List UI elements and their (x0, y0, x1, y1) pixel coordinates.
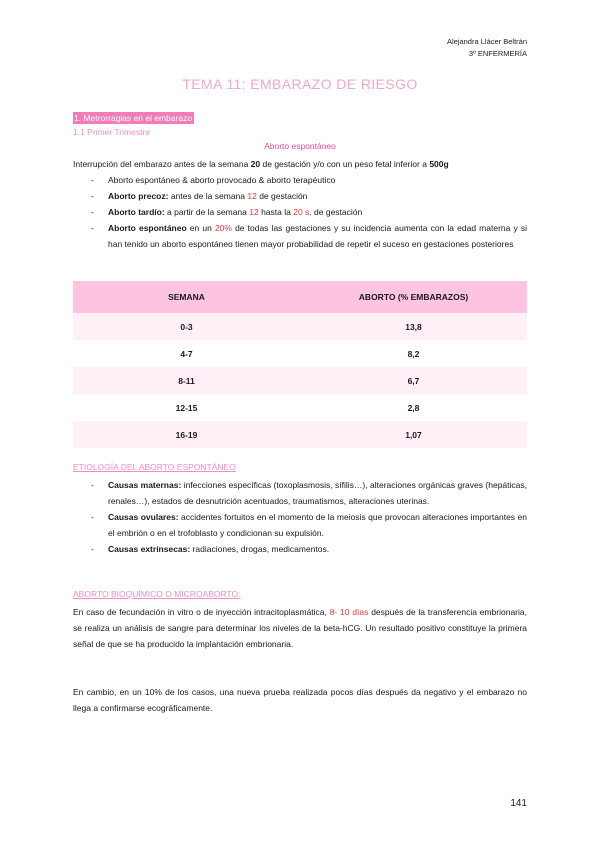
table-cell: 2,8 (300, 394, 527, 421)
list-item: - Causas maternas: infecciones específicas (toxoplasmosis, sífilis…), alteraciones orgánicas graves (hepáticas, renales…), estados de desnutrición acentuados, traumatismos, alteraciones uterinas. (91, 477, 527, 509)
table-cell: 0-3 (73, 313, 300, 340)
table-cell: 1,07 (300, 421, 527, 448)
page-number: 141 (510, 798, 527, 809)
etiologia-list (91, 477, 527, 557)
bioquimico-paragraph-2: En cambio, en un 10% de los casos, una nueva prueba realizada pocos días después da negativo y el embarazo no llega a confirmarse ecográficamente. (73, 687, 527, 713)
table-cell: 6,7 (300, 367, 527, 394)
list-item: - Aborto espontáneo & aborto provocado & aborto terapéutico (91, 172, 527, 188)
column-header: SEMANA (73, 281, 300, 313)
subsection-heading: 1.1 Primer Trimestre (73, 127, 150, 137)
table-row (73, 313, 527, 340)
course-name: 3º ENFERMERÍA (468, 49, 527, 58)
list-item: - Aborto espontáneo en un 20% de todas las gestaciones y su incidencia aumenta con la edad materna y si han tenido un aborto espontáneo tienen mayor probabilidad de repetir el suceso en gestaciones posteriores (91, 220, 527, 252)
list-item: - Aborto precoz: antes de la semana 12 de gestación (91, 188, 527, 204)
aborto-intro: Interrupción del embarazo antes de la semana 20 de gestación y/o con un peso fetal inferior a 500g (73, 159, 449, 169)
table-cell: 4-7 (73, 340, 300, 367)
author-name: Alejandra Llácer Beltrán (446, 37, 527, 46)
bioquimico-paragraph-1: En caso de fecundación in vitro o de inyección intracitoplasmática, 8- 10 días después de la transferencia embrionaria, se realiza un análisis de sangre para determinar los niveles de la beta-hCG. Un resultado positivo constituye la primera señal de que se ha producido la implantación embrionaria. (73, 607, 527, 649)
table-row (73, 367, 527, 394)
aborto-list (91, 172, 527, 252)
table-cell: 8,2 (300, 340, 527, 367)
abortion-rate-table (73, 281, 527, 448)
table-row (73, 421, 527, 448)
column-header: ABORTO (% EMBARAZOS) (300, 281, 527, 313)
table-row (73, 340, 527, 367)
table-header-row (73, 281, 527, 313)
document-title: TEMA 11: EMBARAZO DE RIESGO (182, 76, 418, 92)
table-cell: 16-19 (73, 421, 300, 448)
table-cell: 13,8 (300, 313, 527, 340)
page-header (447, 36, 527, 60)
table-cell: 8-11 (73, 367, 300, 394)
table-cell: 12-15 (73, 394, 300, 421)
bioquimico-heading: ABORTO BIOQUÍMICO O MICROABORTO: (73, 589, 241, 599)
aborto-heading: Aborto espontáneo (264, 141, 336, 151)
etiologia-heading: ETIOLOGÍA DEL ABORTO ESPONTÁNEO (73, 462, 236, 472)
section-heading: 1. Metrorragias en el embarazo (74, 113, 193, 123)
list-item: - Causas ovulares: accidentes fortuitos en el momento de la meiosis que provocan alteraciones importantes en el embrión o en el trofoblasto y condicionan su expulsión. (91, 509, 527, 541)
table-row (73, 394, 527, 421)
list-item: - Aborto tardío: a partir de la semana 12 hasta la 20 s. de gestación (91, 204, 527, 220)
list-item: - Causas extrínsecas: radiaciones, drogas, medicamentos. (91, 541, 527, 557)
